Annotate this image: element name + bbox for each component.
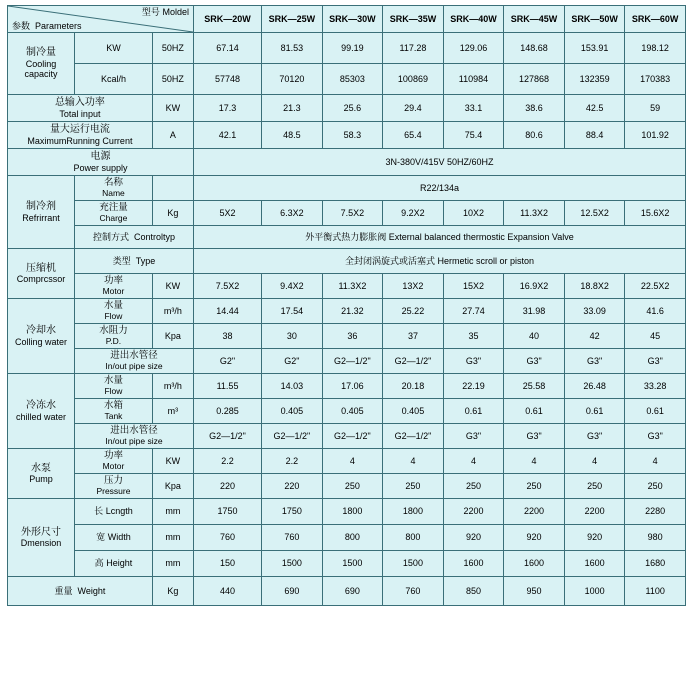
row-unit-kw-total: KW — [152, 95, 193, 122]
row-sub-chilled-water-tank: 水箱 Tank — [75, 399, 153, 424]
cell-value: 2200 — [564, 499, 625, 525]
cell-value: 220 — [193, 474, 261, 499]
cell-value: 760 — [262, 525, 323, 551]
row-label-max-running-current: 量大运行电流 MaximumRunning Current — [8, 122, 153, 149]
row-sub-pump-motor: 功率 Motor — [75, 449, 153, 474]
row-unit-pump-motor: KW — [152, 449, 193, 474]
cell-value: 25.22 — [383, 299, 444, 324]
cell-value: 27.74 — [443, 299, 504, 324]
cell-value: 7.5X2 — [322, 201, 383, 226]
cell-value: 2.2 — [193, 449, 261, 474]
cell-value: 1800 — [322, 499, 383, 525]
model-header-5: SRK—40W — [443, 6, 504, 33]
cell-value: 25.58 — [504, 374, 565, 399]
cell-value: 250 — [443, 474, 504, 499]
cell-value: 30 — [262, 324, 323, 349]
table-row — [8, 149, 686, 176]
row-label-cooling-capacity: 制冷量 Cooling capacity — [8, 33, 75, 95]
cell-value: 20.18 — [383, 374, 444, 399]
cell-value: G3" — [564, 424, 625, 449]
row-sub-kcalh: Kcal/h — [75, 64, 153, 95]
cell-value: 11.55 — [193, 374, 261, 399]
cell-value: G3" — [443, 424, 504, 449]
cell-value: 22.5X2 — [625, 274, 686, 299]
cell-value: 4 — [383, 449, 444, 474]
cell-value: 690 — [322, 577, 383, 606]
cell-value: 38.6 — [504, 95, 565, 122]
cell-value: G3" — [504, 424, 565, 449]
cell-value: 4 — [322, 449, 383, 474]
cell-value: 1680 — [625, 551, 686, 577]
cell-value: 4 — [504, 449, 565, 474]
row-label-cooling-water: 冷却水 Colling water — [8, 299, 75, 374]
cell-value: 21.32 — [322, 299, 383, 324]
row-sub-pump-pressure: 压力 Pressure — [75, 474, 153, 499]
cell-value: G2—1/2" — [322, 349, 383, 374]
row-label-power-supply: 电源 Power supply — [8, 149, 194, 176]
row-sub-cooling-water-pipe: 进出水管径 In/out pipe size — [75, 349, 194, 374]
cell-value: 2280 — [625, 499, 686, 525]
row-sub-dimension-height: 高 Height — [75, 551, 153, 577]
row-label-chilled-water: 冷冻水 chilled water — [8, 374, 75, 449]
row-unit-dimension-width: mm — [152, 525, 193, 551]
cell-value: 1600 — [504, 551, 565, 577]
cell-value: 36 — [322, 324, 383, 349]
cell-value: 37 — [383, 324, 444, 349]
cell-value: 1750 — [193, 499, 261, 525]
table-row — [8, 201, 686, 226]
row-unit-cooling-water-pd: Kpa — [152, 324, 193, 349]
table-header-row — [8, 6, 686, 33]
cell-value: 22.19 — [443, 374, 504, 399]
cell-value: 117.28 — [383, 33, 444, 64]
cell-value: 4 — [564, 449, 625, 474]
cell-value: G2—1/2" — [322, 424, 383, 449]
model-header-4: SRK—35W — [383, 6, 444, 33]
cell-value: G2—1/2" — [383, 424, 444, 449]
row-label-refrigerant: 制冷剂 Refrirrant — [8, 176, 75, 249]
cell-value: 760 — [383, 577, 444, 606]
cell-value: G2—1/2" — [193, 424, 261, 449]
model-header-3: SRK—30W — [322, 6, 383, 33]
cell-value: 760 — [193, 525, 261, 551]
cell-value: 41.6 — [625, 299, 686, 324]
cell-value: 250 — [564, 474, 625, 499]
cell-value: 153.91 — [564, 33, 625, 64]
cell-value: 26.48 — [564, 374, 625, 399]
cell-value: 31.98 — [504, 299, 565, 324]
row-sub-cooling-water-flow: 水量 Flow — [75, 299, 153, 324]
cell-value: 1750 — [262, 499, 323, 525]
table-row — [8, 274, 686, 299]
model-header-2: SRK—25W — [262, 6, 323, 33]
cell-value: 148.68 — [504, 33, 565, 64]
cell-value: 57748 — [193, 64, 261, 95]
cell-value: 75.4 — [443, 122, 504, 149]
row-label-total-input: 总输入功率 Total input — [8, 95, 153, 122]
cell-value: 35 — [443, 324, 504, 349]
row-sub-cooling-water-pd: 水阻力 P.D. — [75, 324, 153, 349]
cell-value: 59 — [625, 95, 686, 122]
cell-value: 1500 — [262, 551, 323, 577]
row-unit-refrigerant-charge: Kg — [152, 201, 193, 226]
row-sub-compressor-motor: 功率 Motor — [75, 274, 153, 299]
cell-value: 99.19 — [322, 33, 383, 64]
cell-value: G3" — [625, 424, 686, 449]
cell-value: 2200 — [443, 499, 504, 525]
table-row — [8, 33, 686, 64]
cell-value: 16.9X2 — [504, 274, 565, 299]
cell-value: G2—1/2" — [262, 424, 323, 449]
table-row — [8, 525, 686, 551]
cell-value: 33.1 — [443, 95, 504, 122]
row-label-weight: 重量 Weight — [8, 577, 153, 606]
cell-value: 250 — [504, 474, 565, 499]
table-row — [8, 577, 686, 606]
header-model-label: 型号 Moldel — [141, 7, 189, 17]
header-param-label: 参数 Parameters — [12, 20, 82, 31]
row-unit-refrigerant-name — [152, 176, 193, 201]
cell-value: 88.4 — [564, 122, 625, 149]
cell-value: 250 — [383, 474, 444, 499]
cell-value: 100869 — [383, 64, 444, 95]
cell-value: 2200 — [504, 499, 565, 525]
cell-value: 250 — [322, 474, 383, 499]
cell-value: 25.6 — [322, 95, 383, 122]
row-unit-chilled-water-tank: m³ — [152, 399, 193, 424]
cell-value: 920 — [564, 525, 625, 551]
cell-value: 10X2 — [443, 201, 504, 226]
cell-value: G3" — [443, 349, 504, 374]
row-sub-refrigerant-name: 名称 Name — [75, 176, 153, 201]
table-row — [8, 226, 686, 249]
row-sub-chilled-water-pipe: 进出水管径 In/out pipe size — [75, 424, 194, 449]
cell-value: 4 — [625, 449, 686, 474]
cell-value: 9.4X2 — [262, 274, 323, 299]
cell-value: 5X2 — [193, 201, 261, 226]
cell-value: 150 — [193, 551, 261, 577]
row-sub-dimension-length: 长 Lcngth — [75, 499, 153, 525]
cell-value: 950 — [504, 577, 565, 606]
table-row — [8, 249, 686, 274]
cell-value: 18.8X2 — [564, 274, 625, 299]
cell-value: 42.5 — [564, 95, 625, 122]
row-unit-dimension-height: mm — [152, 551, 193, 577]
cell-value: 1500 — [383, 551, 444, 577]
table-row — [8, 349, 686, 374]
cell-refrigerant-control: 外平衡式热力膨胀阀 External balanced thermostic Expansion Valve — [193, 226, 685, 249]
row-unit-dimension-length: mm — [152, 499, 193, 525]
cell-value: 58.3 — [322, 122, 383, 149]
cell-value: 1600 — [443, 551, 504, 577]
cell-value: 40 — [504, 324, 565, 349]
cell-value: G3" — [564, 349, 625, 374]
cell-value: 80.6 — [504, 122, 565, 149]
model-header-7: SRK—50W — [564, 6, 625, 33]
row-sub-compressor-type: 类型 Type — [75, 249, 194, 274]
cell-value: 0.405 — [322, 399, 383, 424]
cell-value: 29.4 — [383, 95, 444, 122]
cell-value: 45 — [625, 324, 686, 349]
cell-value: 70120 — [262, 64, 323, 95]
cell-value: 800 — [383, 525, 444, 551]
table-row — [8, 122, 686, 149]
cell-value: G3" — [504, 349, 565, 374]
cell-value: 198.12 — [625, 33, 686, 64]
table-row — [8, 499, 686, 525]
cell-value: 440 — [193, 577, 261, 606]
cell-value: 14.03 — [262, 374, 323, 399]
cell-value: 38 — [193, 324, 261, 349]
cell-value: 980 — [625, 525, 686, 551]
cell-value: 17.3 — [193, 95, 261, 122]
row-unit-pump-pressure: Kpa — [152, 474, 193, 499]
cell-value: 101.92 — [625, 122, 686, 149]
cell-value: 9.2X2 — [383, 201, 444, 226]
cell-value: 42.1 — [193, 122, 261, 149]
row-unit-weight: Kg — [152, 577, 193, 606]
cell-value: 690 — [262, 577, 323, 606]
cell-value: 42 — [564, 324, 625, 349]
cell-value: 800 — [322, 525, 383, 551]
cell-value: 920 — [443, 525, 504, 551]
cell-value: 1100 — [625, 577, 686, 606]
table-row — [8, 474, 686, 499]
cell-value: 17.54 — [262, 299, 323, 324]
cell-value: 11.3X2 — [504, 201, 565, 226]
cell-value: 920 — [504, 525, 565, 551]
cell-value: 85303 — [322, 64, 383, 95]
cell-value: 0.61 — [443, 399, 504, 424]
table-row — [8, 424, 686, 449]
cell-value: 0.285 — [193, 399, 261, 424]
cell-value: 13X2 — [383, 274, 444, 299]
cell-value: 0.61 — [504, 399, 565, 424]
row-label-pump: 水泵 Pump — [8, 449, 75, 499]
table-row — [8, 95, 686, 122]
cell-value: 48.5 — [262, 122, 323, 149]
cell-value: 33.28 — [625, 374, 686, 399]
cell-value: G3" — [625, 349, 686, 374]
cell-value: 0.405 — [383, 399, 444, 424]
cell-value: 1500 — [322, 551, 383, 577]
cell-value: 81.53 — [262, 33, 323, 64]
cell-value: 127868 — [504, 64, 565, 95]
row-sub-refrigerant-control: 控制方式 Controltyp — [75, 226, 194, 249]
cell-value: 250 — [625, 474, 686, 499]
cell-value: 1800 — [383, 499, 444, 525]
table-row — [8, 299, 686, 324]
table-row — [8, 176, 686, 201]
table-row — [8, 374, 686, 399]
row-unit-50hz-a: 50HZ — [152, 33, 193, 64]
cell-value: 850 — [443, 577, 504, 606]
table-row — [8, 399, 686, 424]
cell-value: 0.61 — [625, 399, 686, 424]
row-unit-amp: A — [152, 122, 193, 149]
cell-value: 21.3 — [262, 95, 323, 122]
table-row — [8, 449, 686, 474]
row-sub-refrigerant-charge: 充注量 Charge — [75, 201, 153, 226]
cell-value: G2—1/2" — [383, 349, 444, 374]
cell-value: 220 — [262, 474, 323, 499]
cell-value: 7.5X2 — [193, 274, 261, 299]
row-unit-compressor-motor: KW — [152, 274, 193, 299]
row-sub-chilled-water-flow: 水量 Flow — [75, 374, 153, 399]
row-unit-50hz-b: 50HZ — [152, 64, 193, 95]
row-unit-chilled-water-flow: m³/h — [152, 374, 193, 399]
cell-value: 0.61 — [564, 399, 625, 424]
cell-value: 15X2 — [443, 274, 504, 299]
cell-compressor-type: 全封闭涡旋式或活塞式 Hermetic scroll or piston — [193, 249, 685, 274]
row-sub-kw: KW — [75, 33, 153, 64]
cell-value: 132359 — [564, 64, 625, 95]
model-header-8: SRK—60W — [625, 6, 686, 33]
cell-value: 6.3X2 — [262, 201, 323, 226]
cell-value: G2" — [193, 349, 261, 374]
cell-value: 4 — [443, 449, 504, 474]
cell-value: 17.06 — [322, 374, 383, 399]
cell-value: 110984 — [443, 64, 504, 95]
model-header-6: SRK—45W — [504, 6, 565, 33]
cell-value: 33.09 — [564, 299, 625, 324]
header-corner-cell — [8, 6, 194, 33]
cell-value: G2" — [262, 349, 323, 374]
row-sub-dimension-width: 宽 Width — [75, 525, 153, 551]
cell-value: 11.3X2 — [322, 274, 383, 299]
cell-power-supply-value: 3N-380V/415V 50HZ/60HZ — [193, 149, 685, 176]
cell-value: 15.6X2 — [625, 201, 686, 226]
cell-value: 1600 — [564, 551, 625, 577]
cell-value: 67.14 — [193, 33, 261, 64]
cell-value: 14.44 — [193, 299, 261, 324]
cell-value: 12.5X2 — [564, 201, 625, 226]
cell-value: 1000 — [564, 577, 625, 606]
table-row — [8, 324, 686, 349]
table-row — [8, 64, 686, 95]
model-header-1: SRK—20W — [193, 6, 261, 33]
cell-refrigerant-name: R22/134a — [193, 176, 685, 201]
specification-table — [7, 5, 686, 606]
row-label-dimension: 外形尺寸 Dmension — [8, 499, 75, 577]
row-unit-cooling-water-flow: m³/h — [152, 299, 193, 324]
row-label-compressor: 压缩机 Comprcssor — [8, 249, 75, 299]
cell-value: 2.2 — [262, 449, 323, 474]
cell-value: 0.405 — [262, 399, 323, 424]
cell-value: 129.06 — [443, 33, 504, 64]
cell-value: 65.4 — [383, 122, 444, 149]
cell-value: 170383 — [625, 64, 686, 95]
table-row — [8, 551, 686, 577]
